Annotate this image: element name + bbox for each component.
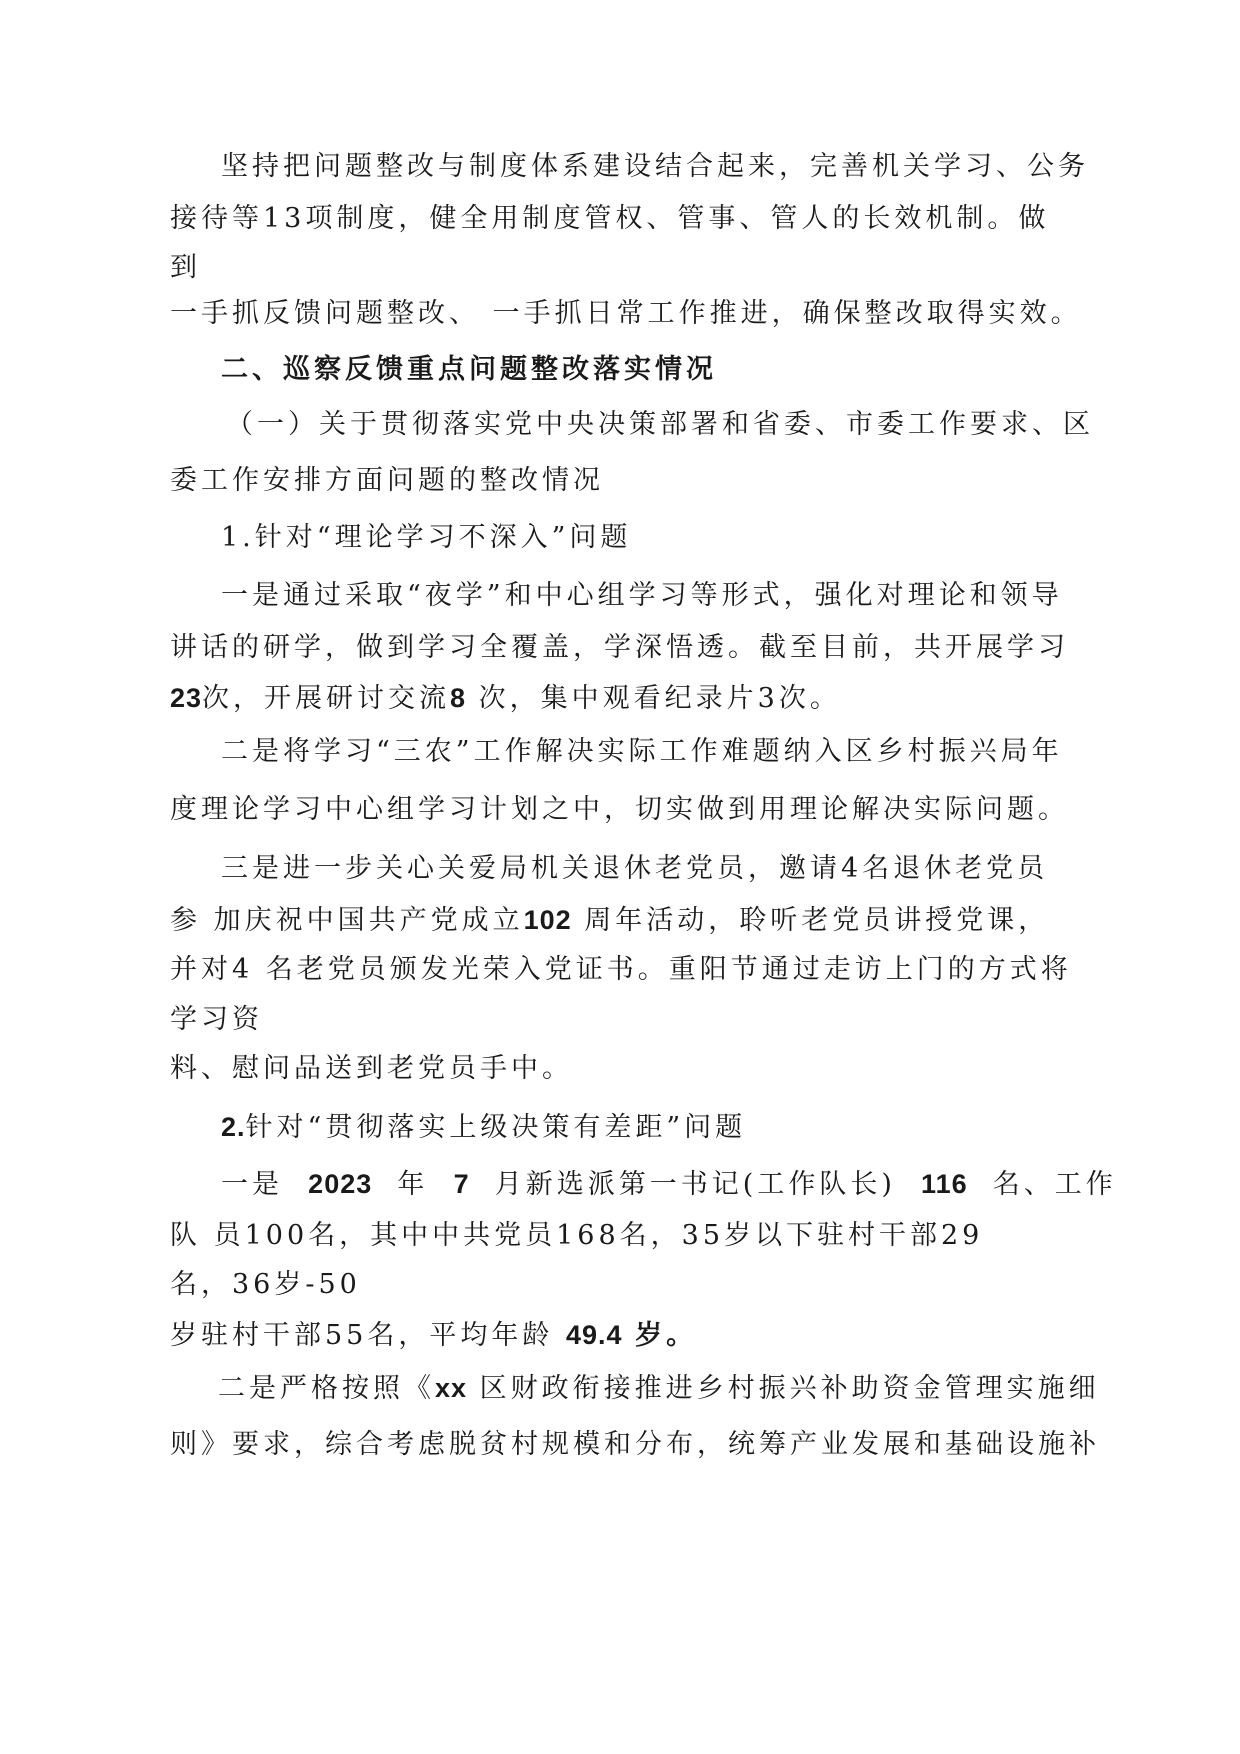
text-span: 二是严格按照《 (218, 1373, 435, 1404)
study-count: 23 (170, 683, 203, 713)
paragraph-line (170, 1318, 697, 1353)
text-span: 针对“贯彻落实上级决策有差距”问题 (245, 1112, 747, 1143)
month-number: 7 (453, 1169, 470, 1199)
text-span: 次，集中观看纪录片3次。 (466, 683, 841, 714)
text-span: 月新选派第一书记(工作队长) (494, 1169, 896, 1200)
paragraph-line: 队 员100名，其中中共党员168名，35岁以下驻村干部29 (170, 1220, 984, 1251)
subsection-heading-line: （一）关于贯彻落实党中央决策部署和省委、市委工作要求、区 (226, 409, 1094, 440)
anniversary-number: 102 (523, 905, 572, 935)
district-placeholder: xx (435, 1373, 468, 1403)
paragraph-line (218, 1371, 1100, 1406)
section-heading: 二、巡察反馈重点问题整改落实情况 (221, 354, 717, 385)
subsection-heading-line: 委工作安排方面问题的整改情况 (170, 465, 604, 496)
paragraph-line: 讲话的研学，做到学习全覆盖，学深悟透。截至目前，共开展学习 (170, 632, 1069, 663)
text-span: 区财政衔接推进乡村振兴补助资金管理实施细 (467, 1373, 1100, 1404)
average-age: 49.4 (565, 1320, 623, 1350)
discussion-count: 8 (450, 683, 467, 713)
paragraph-line: 坚持把问题整改与制度体系建设结合起来，完善机关学习、公务 (221, 151, 1089, 182)
paragraph-line: 二是将学习“三农”工作解决实际工作难题纳入区乡村振兴局年 (221, 736, 1063, 767)
paragraph-line: 一是通过采取“夜学”和中心组学习等形式，强化对理论和领导 (221, 580, 1063, 611)
text-span: 名、工作 (992, 1169, 1117, 1200)
text-span: 岁。 (635, 1320, 698, 1351)
paragraph-line (221, 1167, 1117, 1202)
text-span: 一是 (221, 1169, 283, 1200)
paragraph-line: 度理论学习中心组学习计划之中，切实做到用理论解决实际问题。 (170, 794, 1069, 825)
text-span: 年 (397, 1169, 429, 1200)
text-span: 岁驻村干部55名，平均年龄 (170, 1320, 554, 1351)
text-span: 参 加庆祝中国共产党成立 (170, 905, 524, 936)
secretary-count: 116 (921, 1169, 968, 1199)
paragraph-line: 到 (170, 252, 201, 283)
paragraph-line: 名，36岁-50 (170, 1269, 361, 1300)
paragraph-line: 一手抓反馈问题整改、 一手抓日常工作推进，确保整改取得实效。 (170, 298, 1082, 329)
text-span: 周年活动，聆听老党员讲授党课， (571, 905, 1050, 936)
item-number: 2. (221, 1112, 246, 1142)
item-title (221, 1110, 746, 1145)
paragraph-line: 则》要求，综合考虑脱贫村规模和分布，统筹产业发展和基础设施补 (170, 1429, 1100, 1460)
paragraph-line: 学习资 (170, 1004, 263, 1035)
year-number: 2023 (308, 1169, 373, 1199)
paragraph-line: 并对4 名老党员颁发光荣入党证书。重阳节通过走访上门的方式将 (170, 954, 1072, 985)
text-span: 次，开展研讨交流 (202, 683, 451, 714)
paragraph-line: 料、慰问品送到老党员手中。 (170, 1053, 573, 1084)
paragraph-line (170, 681, 841, 716)
item-title: 1.针对“理论学习不深入”问题 (221, 522, 632, 553)
paragraph-line (170, 903, 1049, 938)
paragraph-line: 三是进一步关心关爱局机关退休老党员，邀请4名退休老党员 (221, 853, 1049, 884)
paragraph-line: 接待等13项制度，健全用制度管权、管事、管人的长效机制。做 (170, 203, 1050, 234)
